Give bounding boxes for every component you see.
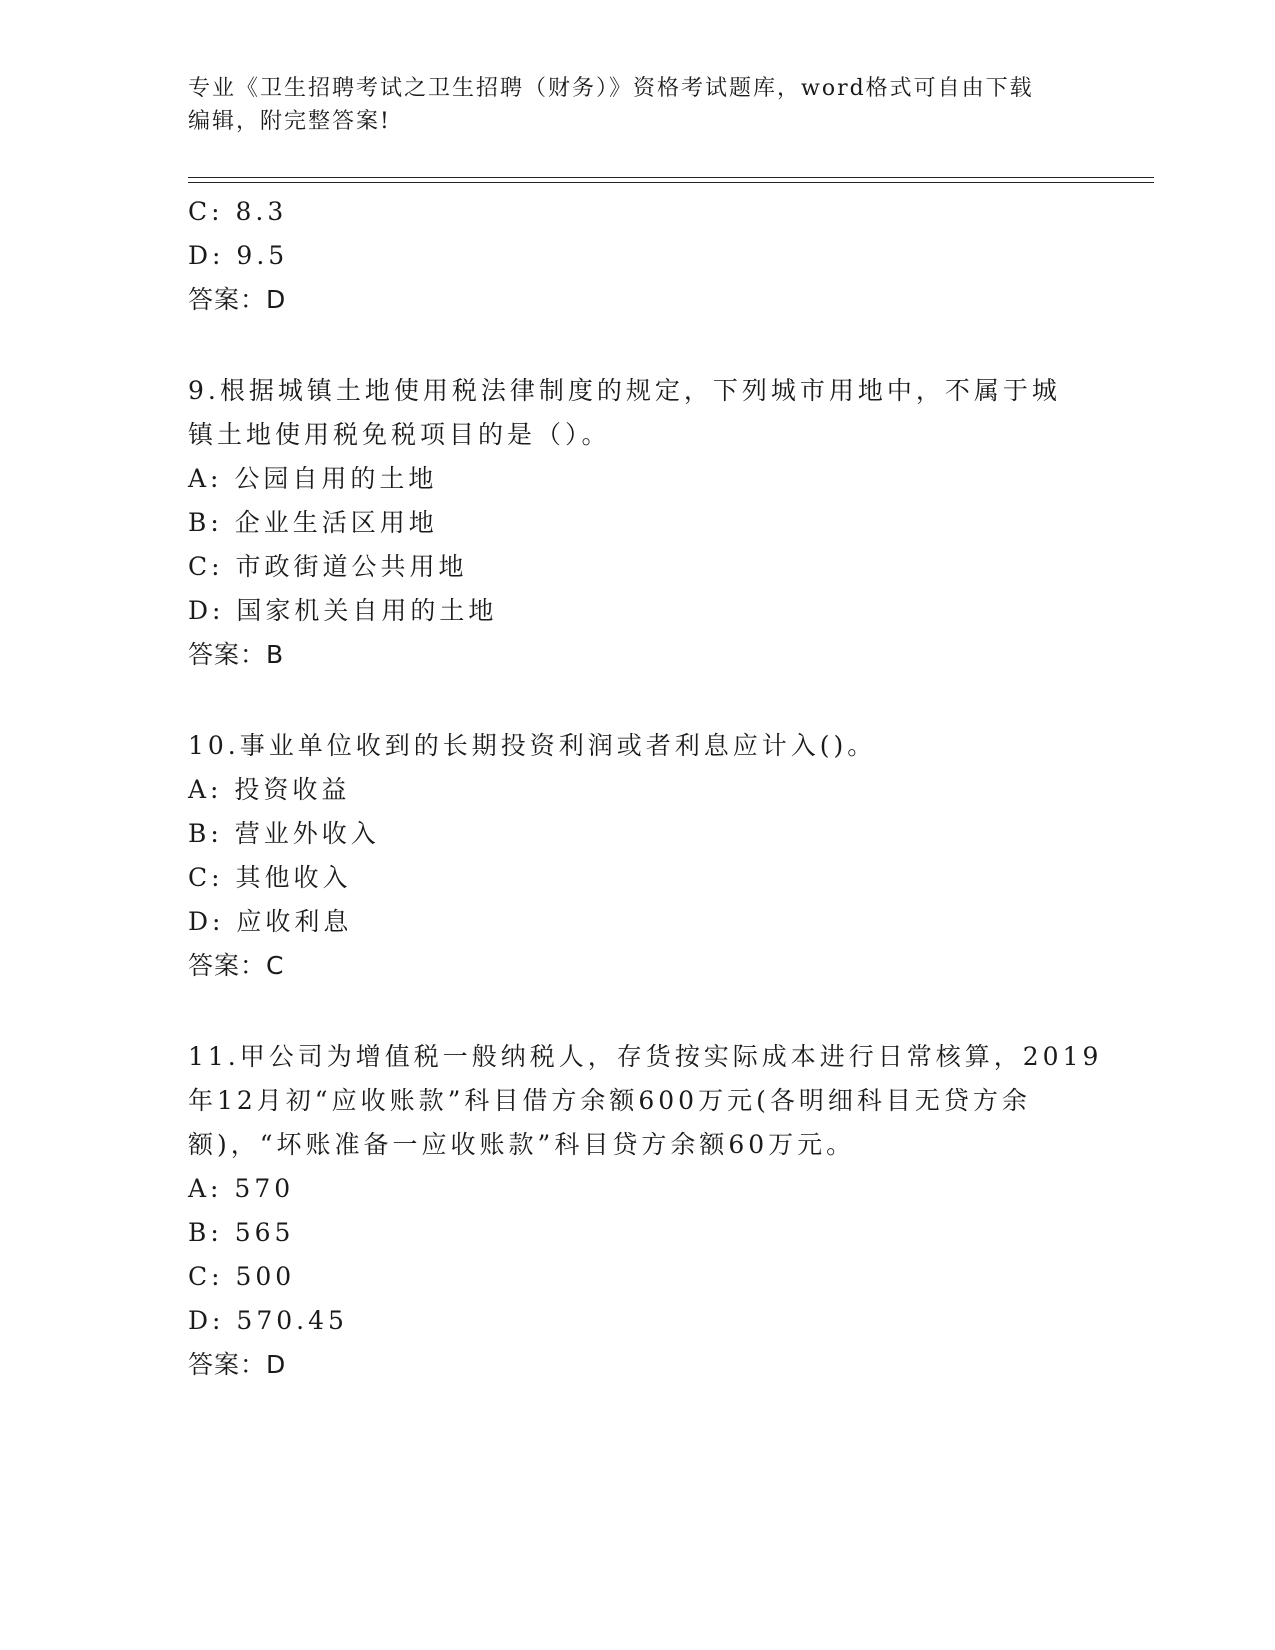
q10-option-d: D: 应收利息 (188, 907, 353, 936)
q10-answer: 答案：C (188, 951, 285, 980)
q8-answer: 答案：D (188, 285, 287, 314)
q11-option-c: C: 500 (188, 1262, 296, 1291)
document-header (188, 72, 1088, 138)
q8-option-c: C: 8.3 (188, 197, 288, 226)
q11-stem-line-3: 额)，“坏账准备一应收账款”科目贷方余额60万元。 (188, 1130, 856, 1159)
q10-option-c: C: 其他收入 (188, 863, 352, 892)
header-rule-top (188, 177, 1154, 178)
q11-option-b: B: 565 (188, 1218, 295, 1247)
q9-option-c: C: 市政街道公共用地 (188, 552, 468, 581)
header-line-2: 编辑，附完整答案! (188, 109, 391, 134)
q8-option-d: D: 9.5 (188, 241, 289, 270)
header-line-1: 专业《卫生招聘考试之卫生招聘（财务）》资格考试题库，word格式可自由下载 (188, 76, 1034, 101)
q9-option-b: B: 企业生活区用地 (188, 508, 438, 537)
q9-stem-line-2: 镇土地使用税免税项目的是（）。 (188, 420, 611, 449)
q11-option-d: D: 570.45 (188, 1306, 348, 1335)
q9-option-d: D: 国家机关自用的土地 (188, 596, 498, 625)
q9-answer: 答案：B (188, 640, 285, 669)
q9-stem-line-1: 9.根据城镇土地使用税法律制度的规定，下列城市用地中，不属于城 (188, 376, 1061, 405)
q11-option-a: A: 570 (188, 1174, 295, 1203)
q11-stem-line-2: 年12月初“应收账款”科目借方余额600万元(各明细科目无贷方余 (188, 1086, 1031, 1115)
header-rule-bottom (188, 182, 1154, 183)
q9-option-a: A: 公园自用的土地 (188, 464, 438, 493)
q11-stem-line-1: 11.甲公司为增值税一般纳税人，存货按实际成本进行日常核算，2019 (188, 1042, 1103, 1071)
q11-answer: 答案：D (188, 1350, 287, 1379)
q10-stem-line-1: 10.事业单位收到的长期投资利润或者利息应计入()。 (188, 731, 877, 760)
q10-option-b: B: 营业外收入 (188, 819, 380, 848)
q10-option-a: A: 投资收益 (188, 775, 351, 804)
